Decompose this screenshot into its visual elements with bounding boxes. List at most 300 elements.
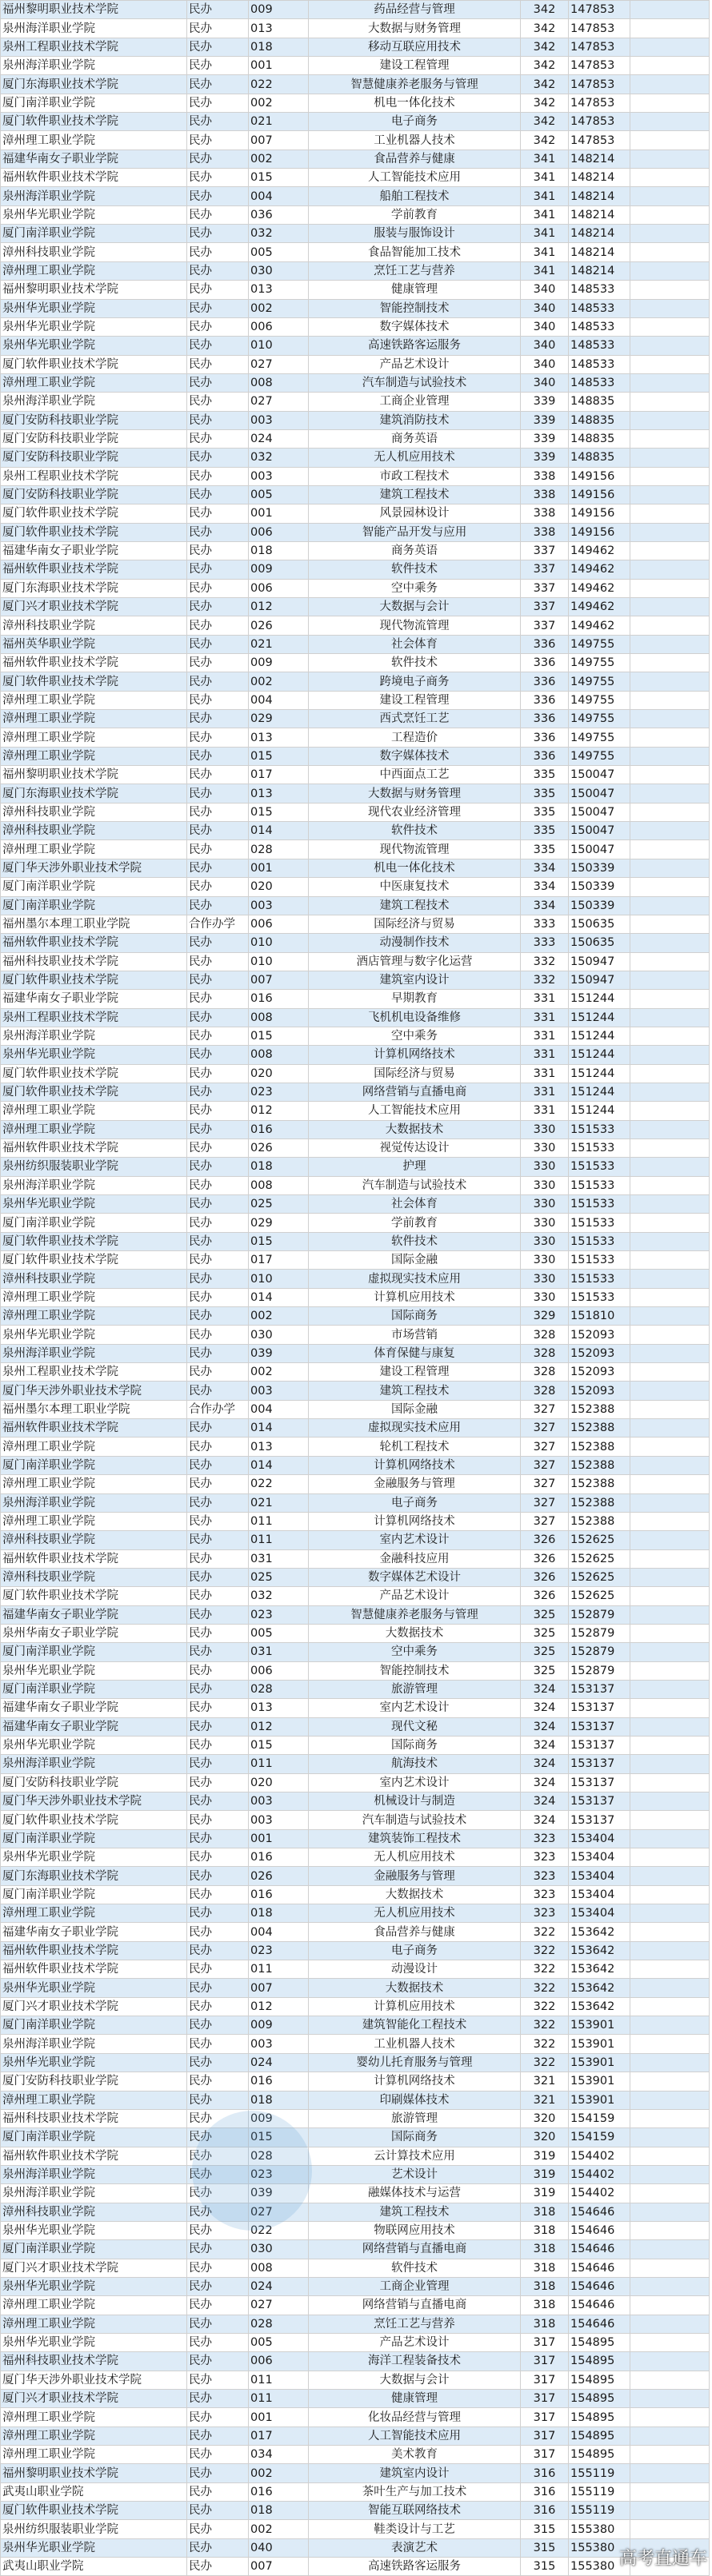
major-code-cell: 025 bbox=[249, 1568, 309, 1586]
school-name-cell: 泉州华南女子职业学院 bbox=[1, 1624, 187, 1642]
rank-cell: 153137 bbox=[569, 1755, 630, 1773]
major-name-cell: 电子商务 bbox=[309, 1493, 521, 1512]
major-code-cell: 011 bbox=[249, 1531, 309, 1549]
school-type-cell: 民办 bbox=[187, 560, 249, 579]
major-name-cell: 高速铁路客运服务 bbox=[309, 2558, 521, 2576]
school-type-cell: 民办 bbox=[187, 1027, 249, 1045]
major-name-cell: 电子商务 bbox=[309, 113, 521, 131]
score-cell: 323 bbox=[521, 1848, 569, 1867]
school-name-cell: 厦门南洋职业学院 bbox=[1, 1829, 187, 1848]
rank-cell: 150947 bbox=[569, 952, 630, 971]
rank-cell: 152388 bbox=[569, 1456, 630, 1474]
school-type-cell: 民办 bbox=[187, 2259, 249, 2277]
major-name-cell: 室内艺术设计 bbox=[309, 1531, 521, 1549]
school-name-cell: 厦门南洋职业学院 bbox=[1, 2128, 187, 2147]
table-row bbox=[1, 1307, 710, 1326]
school-name-cell: 泉州海洋职业学院 bbox=[1, 19, 187, 38]
rank-cell: 151533 bbox=[569, 1270, 630, 1288]
score-cell: 335 bbox=[521, 766, 569, 784]
rank-cell: 153642 bbox=[569, 1960, 630, 1979]
school-name-cell: 厦门软件职业技术学院 bbox=[1, 355, 187, 373]
empty-cell bbox=[630, 281, 710, 299]
empty-cell bbox=[630, 2072, 710, 2091]
school-type-cell: 民办 bbox=[187, 2520, 249, 2538]
rank-cell: 150047 bbox=[569, 766, 630, 784]
rank-cell: 149462 bbox=[569, 560, 630, 579]
major-name-cell: 建筑工程技术 bbox=[309, 1382, 521, 1400]
score-cell: 328 bbox=[521, 1326, 569, 1344]
score-cell: 340 bbox=[521, 281, 569, 299]
empty-cell bbox=[630, 1288, 710, 1306]
school-type-cell: 民办 bbox=[187, 1326, 249, 1344]
school-type-cell: 民办 bbox=[187, 784, 249, 803]
table-row bbox=[1, 1848, 710, 1867]
school-type-cell: 民办 bbox=[187, 2221, 249, 2239]
major-code-cell: 001 bbox=[249, 57, 309, 75]
major-name-cell: 市政工程技术 bbox=[309, 467, 521, 485]
major-code-cell: 004 bbox=[249, 1400, 309, 1418]
rank-cell: 154895 bbox=[569, 2446, 630, 2464]
major-name-cell: 国际商务 bbox=[309, 2128, 521, 2147]
school-name-cell: 厦门南洋职业学院 bbox=[1, 2016, 187, 2035]
major-name-cell: 汽车制造与试验技术 bbox=[309, 373, 521, 392]
score-cell: 330 bbox=[521, 1214, 569, 1232]
empty-cell bbox=[630, 840, 710, 859]
school-name-cell: 厦门软件职业技术学院 bbox=[1, 1064, 187, 1083]
score-cell: 326 bbox=[521, 1568, 569, 1586]
rank-cell: 151533 bbox=[569, 1251, 630, 1270]
major-name-cell: 飞机机电设备维修 bbox=[309, 1008, 521, 1027]
empty-cell bbox=[630, 393, 710, 411]
major-code-cell: 024 bbox=[249, 2053, 309, 2072]
school-type-cell: 民办 bbox=[187, 467, 249, 485]
school-type-cell: 民办 bbox=[187, 2538, 249, 2557]
empty-cell bbox=[630, 225, 710, 243]
school-type-cell: 民办 bbox=[187, 728, 249, 747]
table-row bbox=[1, 2482, 710, 2501]
rank-cell: 147853 bbox=[569, 94, 630, 112]
school-name-cell: 福州软件职业技术学院 bbox=[1, 169, 187, 187]
major-code-cell: 009 bbox=[249, 560, 309, 579]
score-cell: 323 bbox=[521, 1867, 569, 1885]
major-name-cell: 网络营销与直播电商 bbox=[309, 2296, 521, 2315]
score-cell: 318 bbox=[521, 2277, 569, 2295]
empty-cell bbox=[630, 635, 710, 653]
table-row bbox=[1, 990, 710, 1008]
school-name-cell: 漳州理工职业学院 bbox=[1, 1288, 187, 1306]
major-code-cell: 023 bbox=[249, 1605, 309, 1624]
school-name-cell: 厦门南洋职业学院 bbox=[1, 878, 187, 896]
empty-cell bbox=[630, 1941, 710, 1960]
major-code-cell: 039 bbox=[249, 2184, 309, 2203]
school-type-cell: 民办 bbox=[187, 281, 249, 299]
table-row bbox=[1, 2053, 710, 2072]
empty-cell bbox=[630, 2240, 710, 2259]
rank-cell: 148533 bbox=[569, 355, 630, 373]
rank-cell: 154646 bbox=[569, 2203, 630, 2221]
school-name-cell: 福州软件职业技术学院 bbox=[1, 654, 187, 672]
major-name-cell: 茶叶生产与加工技术 bbox=[309, 2482, 521, 2501]
school-type-cell: 民办 bbox=[187, 2203, 249, 2221]
score-cell: 342 bbox=[521, 1, 569, 19]
table-row bbox=[1, 94, 710, 112]
school-type-cell: 民办 bbox=[187, 2390, 249, 2408]
rank-cell: 149462 bbox=[569, 598, 630, 616]
table-row bbox=[1, 485, 710, 504]
major-code-cell: 005 bbox=[249, 2333, 309, 2351]
score-cell: 339 bbox=[521, 449, 569, 467]
rank-cell: 150635 bbox=[569, 934, 630, 952]
score-cell: 340 bbox=[521, 355, 569, 373]
empty-cell bbox=[630, 598, 710, 616]
score-cell: 335 bbox=[521, 840, 569, 859]
rank-cell: 148214 bbox=[569, 205, 630, 224]
empty-cell bbox=[630, 915, 710, 933]
rank-cell: 149156 bbox=[569, 504, 630, 523]
table-row bbox=[1, 803, 710, 821]
major-code-cell: 021 bbox=[249, 635, 309, 653]
major-code-cell: 002 bbox=[249, 2464, 309, 2482]
major-name-cell: 数字媒体艺术设计 bbox=[309, 1568, 521, 1586]
school-name-cell: 福州软件职业技术学院 bbox=[1, 1419, 187, 1438]
major-code-cell: 007 bbox=[249, 1979, 309, 1997]
school-type-cell: 民办 bbox=[187, 411, 249, 429]
major-code-cell: 011 bbox=[249, 2390, 309, 2408]
school-name-cell: 福州黎明职业技术学院 bbox=[1, 1, 187, 19]
school-type-cell: 民办 bbox=[187, 654, 249, 672]
table-row bbox=[1, 373, 710, 392]
rank-cell: 149755 bbox=[569, 747, 630, 765]
table-row bbox=[1, 1288, 710, 1306]
score-cell: 335 bbox=[521, 803, 569, 821]
score-cell: 327 bbox=[521, 1438, 569, 1456]
major-name-cell: 风景园林设计 bbox=[309, 504, 521, 523]
school-name-cell: 厦门软件职业技术学院 bbox=[1, 113, 187, 131]
school-name-cell: 泉州华光职业学院 bbox=[1, 2277, 187, 2295]
score-cell: 341 bbox=[521, 169, 569, 187]
empty-cell bbox=[630, 784, 710, 803]
table-row bbox=[1, 523, 710, 541]
empty-cell bbox=[630, 1363, 710, 1382]
empty-cell bbox=[630, 1736, 710, 1754]
score-cell: 322 bbox=[521, 1941, 569, 1960]
major-code-cell: 002 bbox=[249, 94, 309, 112]
major-code-cell: 002 bbox=[249, 1363, 309, 1382]
score-cell: 325 bbox=[521, 1643, 569, 1661]
empty-cell bbox=[630, 1680, 710, 1698]
table-row bbox=[1, 2315, 710, 2333]
empty-cell bbox=[630, 1867, 710, 1885]
school-type-cell: 民办 bbox=[187, 579, 249, 597]
school-type-cell: 民办 bbox=[187, 2240, 249, 2259]
empty-cell bbox=[630, 1251, 710, 1270]
major-name-cell: 金融科技应用 bbox=[309, 1549, 521, 1568]
major-name-cell: 工商企业管理 bbox=[309, 393, 521, 411]
school-type-cell: 民办 bbox=[187, 1624, 249, 1642]
empty-cell bbox=[630, 2333, 710, 2351]
empty-cell bbox=[630, 1811, 710, 1829]
major-name-cell: 印刷媒体技术 bbox=[309, 2091, 521, 2109]
school-name-cell: 厦门南洋职业学院 bbox=[1, 1456, 187, 1474]
rank-cell: 152879 bbox=[569, 1624, 630, 1642]
school-name-cell: 厦门软件职业技术学院 bbox=[1, 504, 187, 523]
school-name-cell: 福建华南女子职业学院 bbox=[1, 1923, 187, 1941]
school-name-cell: 漳州理工职业学院 bbox=[1, 2426, 187, 2445]
school-name-cell: 厦门安防科技职业学院 bbox=[1, 429, 187, 448]
major-code-cell: 001 bbox=[249, 504, 309, 523]
school-type-cell: 民办 bbox=[187, 1270, 249, 1288]
table-row bbox=[1, 337, 710, 355]
empty-cell bbox=[630, 1326, 710, 1344]
table-row bbox=[1, 2184, 710, 2203]
school-type-cell: 民办 bbox=[187, 393, 249, 411]
major-code-cell: 010 bbox=[249, 952, 309, 971]
school-name-cell: 漳州科技职业学院 bbox=[1, 822, 187, 840]
score-cell: 317 bbox=[521, 2408, 569, 2426]
major-code-cell: 015 bbox=[249, 2128, 309, 2147]
empty-cell bbox=[630, 150, 710, 168]
score-cell: 317 bbox=[521, 2371, 569, 2389]
school-name-cell: 福州软件职业技术学院 bbox=[1, 2147, 187, 2165]
rank-cell: 154402 bbox=[569, 2147, 630, 2165]
major-name-cell: 人工智能技术应用 bbox=[309, 169, 521, 187]
major-code-cell: 005 bbox=[249, 1624, 309, 1642]
major-name-cell: 无人机应用技术 bbox=[309, 1904, 521, 1923]
score-cell: 334 bbox=[521, 859, 569, 877]
school-name-cell: 泉州华光职业学院 bbox=[1, 2221, 187, 2239]
empty-cell bbox=[630, 1046, 710, 1064]
score-cell: 337 bbox=[521, 579, 569, 597]
score-cell: 340 bbox=[521, 373, 569, 392]
rank-cell: 148533 bbox=[569, 373, 630, 392]
major-name-cell: 建筑室内设计 bbox=[309, 2464, 521, 2482]
table-row bbox=[1, 1512, 710, 1530]
school-type-cell: 民办 bbox=[187, 2147, 249, 2165]
major-code-cell: 020 bbox=[249, 1064, 309, 1083]
school-type-cell: 民办 bbox=[187, 878, 249, 896]
school-name-cell: 福建华南女子职业学院 bbox=[1, 150, 187, 168]
major-code-cell: 028 bbox=[249, 1680, 309, 1698]
rank-cell: 153137 bbox=[569, 1680, 630, 1698]
table-row bbox=[1, 1083, 710, 1101]
table-row bbox=[1, 616, 710, 635]
empty-cell bbox=[630, 1158, 710, 1176]
major-code-cell: 006 bbox=[249, 523, 309, 541]
empty-cell bbox=[630, 1102, 710, 1120]
empty-cell bbox=[630, 1419, 710, 1438]
major-name-cell: 现代文秘 bbox=[309, 1717, 521, 1736]
rank-cell: 149755 bbox=[569, 691, 630, 709]
table-row bbox=[1, 1624, 710, 1642]
table-row bbox=[1, 1419, 710, 1438]
school-type-cell: 民办 bbox=[187, 1512, 249, 1530]
rank-cell: 149755 bbox=[569, 710, 630, 728]
major-code-cell: 013 bbox=[249, 1699, 309, 1717]
rank-cell: 148533 bbox=[569, 337, 630, 355]
school-name-cell: 福州软件职业技术学院 bbox=[1, 934, 187, 952]
major-code-cell: 029 bbox=[249, 710, 309, 728]
empty-cell bbox=[630, 1717, 710, 1736]
rank-cell: 149755 bbox=[569, 654, 630, 672]
empty-cell bbox=[630, 2408, 710, 2426]
major-name-cell: 体育保健与康复 bbox=[309, 1344, 521, 1362]
table-row bbox=[1, 859, 710, 877]
table-row bbox=[1, 2221, 710, 2239]
school-type-cell: 民办 bbox=[187, 2426, 249, 2445]
school-type-cell: 民办 bbox=[187, 205, 249, 224]
major-name-cell: 船舶工程技术 bbox=[309, 187, 521, 205]
major-name-cell: 健康管理 bbox=[309, 281, 521, 299]
table-row bbox=[1, 971, 710, 989]
score-cell: 336 bbox=[521, 654, 569, 672]
school-type-cell: 民办 bbox=[187, 1941, 249, 1960]
school-name-cell: 泉州纺织服装职业学院 bbox=[1, 1158, 187, 1176]
major-code-cell: 013 bbox=[249, 1438, 309, 1456]
score-cell: 335 bbox=[521, 784, 569, 803]
score-cell: 324 bbox=[521, 1773, 569, 1792]
school-type-cell: 民办 bbox=[187, 1382, 249, 1400]
table-row bbox=[1, 878, 710, 896]
major-name-cell: 社会体育 bbox=[309, 1195, 521, 1214]
empty-cell bbox=[630, 317, 710, 336]
school-type-cell: 民办 bbox=[187, 429, 249, 448]
major-code-cell: 023 bbox=[249, 1083, 309, 1101]
school-name-cell: 厦门南洋职业学院 bbox=[1, 1680, 187, 1698]
rank-cell: 151533 bbox=[569, 1120, 630, 1138]
rank-cell: 152625 bbox=[569, 1587, 630, 1605]
score-cell: 318 bbox=[521, 2221, 569, 2239]
empty-cell bbox=[630, 19, 710, 38]
empty-cell bbox=[630, 1605, 710, 1624]
major-name-cell: 护理 bbox=[309, 1158, 521, 1176]
major-name-cell: 建筑工程技术 bbox=[309, 485, 521, 504]
school-name-cell: 泉州华光职业学院 bbox=[1, 317, 187, 336]
empty-cell bbox=[630, 429, 710, 448]
rank-cell: 154895 bbox=[569, 2352, 630, 2371]
major-code-cell: 018 bbox=[249, 2502, 309, 2520]
score-cell: 332 bbox=[521, 971, 569, 989]
table-row bbox=[1, 1587, 710, 1605]
school-name-cell: 厦门兴才职业技术学院 bbox=[1, 2390, 187, 2408]
empty-cell bbox=[630, 616, 710, 635]
empty-cell bbox=[630, 411, 710, 429]
rank-cell: 147853 bbox=[569, 113, 630, 131]
rank-cell: 148214 bbox=[569, 243, 630, 261]
school-name-cell: 厦门兴才职业技术学院 bbox=[1, 1997, 187, 2016]
school-type-cell: 民办 bbox=[187, 337, 249, 355]
table-row bbox=[1, 1008, 710, 1027]
rank-cell: 152388 bbox=[569, 1475, 630, 1493]
school-type-cell: 民办 bbox=[187, 2277, 249, 2295]
major-name-cell: 旅游管理 bbox=[309, 1680, 521, 1698]
empty-cell bbox=[630, 113, 710, 131]
score-cell: 341 bbox=[521, 205, 569, 224]
rank-cell: 154402 bbox=[569, 2184, 630, 2203]
school-type-cell: 民办 bbox=[187, 1960, 249, 1979]
major-code-cell: 028 bbox=[249, 2315, 309, 2333]
rank-cell: 154402 bbox=[569, 2165, 630, 2183]
rank-cell: 153137 bbox=[569, 1792, 630, 1811]
rank-cell: 147853 bbox=[569, 131, 630, 150]
major-code-cell: 008 bbox=[249, 2259, 309, 2277]
table-row bbox=[1, 57, 710, 75]
school-name-cell: 泉州华光职业学院 bbox=[1, 1326, 187, 1344]
rank-cell: 151244 bbox=[569, 1064, 630, 1083]
empty-cell bbox=[630, 1008, 710, 1027]
school-type-cell: 民办 bbox=[187, 971, 249, 989]
major-code-cell: 014 bbox=[249, 1456, 309, 1474]
school-type-cell: 民办 bbox=[187, 1138, 249, 1157]
school-name-cell: 福州墨尔本理工职业学院 bbox=[1, 915, 187, 933]
empty-cell bbox=[630, 1643, 710, 1661]
school-type-cell: 民办 bbox=[187, 2109, 249, 2127]
rank-cell: 151244 bbox=[569, 990, 630, 1008]
empty-cell bbox=[630, 485, 710, 504]
score-cell: 330 bbox=[521, 1138, 569, 1157]
school-name-cell: 厦门软件职业技术学院 bbox=[1, 2502, 187, 2520]
score-cell: 334 bbox=[521, 896, 569, 915]
major-name-cell: 现代农业经济管理 bbox=[309, 803, 521, 821]
table-row bbox=[1, 1, 710, 19]
major-code-cell: 004 bbox=[249, 1923, 309, 1941]
rank-cell: 153137 bbox=[569, 1699, 630, 1717]
school-type-cell: 民办 bbox=[187, 38, 249, 56]
table-row bbox=[1, 2072, 710, 2091]
school-type-cell: 合作办学 bbox=[187, 1400, 249, 1418]
table-row bbox=[1, 2558, 710, 2576]
empty-cell bbox=[630, 1512, 710, 1530]
rank-cell: 148214 bbox=[569, 169, 630, 187]
table-row bbox=[1, 1027, 710, 1045]
empty-cell bbox=[630, 2091, 710, 2109]
table-body bbox=[1, 1, 710, 2576]
rank-cell: 153901 bbox=[569, 2072, 630, 2091]
school-name-cell: 福州软件职业技术学院 bbox=[1, 1138, 187, 1157]
empty-cell bbox=[630, 1382, 710, 1400]
table-row bbox=[1, 225, 710, 243]
major-name-cell: 动漫设计 bbox=[309, 1960, 521, 1979]
score-cell: 323 bbox=[521, 1829, 569, 1848]
major-name-cell: 数字媒体技术 bbox=[309, 747, 521, 765]
major-name-cell: 机电一体化技术 bbox=[309, 94, 521, 112]
school-type-cell: 民办 bbox=[187, 1661, 249, 1680]
table-row bbox=[1, 1493, 710, 1512]
table-row bbox=[1, 131, 710, 150]
major-name-cell: 室内艺术设计 bbox=[309, 1773, 521, 1792]
major-code-cell: 015 bbox=[249, 1027, 309, 1045]
major-code-cell: 027 bbox=[249, 355, 309, 373]
score-cell: 326 bbox=[521, 1531, 569, 1549]
score-cell: 325 bbox=[521, 1605, 569, 1624]
major-code-cell: 015 bbox=[249, 803, 309, 821]
score-cell: 331 bbox=[521, 1046, 569, 1064]
table-row bbox=[1, 2147, 710, 2165]
major-name-cell: 计算机应用技术 bbox=[309, 1997, 521, 2016]
score-cell: 318 bbox=[521, 2203, 569, 2221]
table-row bbox=[1, 1829, 710, 1848]
empty-cell bbox=[630, 2390, 710, 2408]
major-code-cell: 031 bbox=[249, 1549, 309, 1568]
school-type-cell: 民办 bbox=[187, 19, 249, 38]
rank-cell: 153901 bbox=[569, 2091, 630, 2109]
score-cell: 337 bbox=[521, 560, 569, 579]
table-row bbox=[1, 1867, 710, 1885]
score-cell: 331 bbox=[521, 1027, 569, 1045]
rank-cell: 151533 bbox=[569, 1195, 630, 1214]
table-row bbox=[1, 2296, 710, 2315]
major-name-cell: 烹饪工艺与营养 bbox=[309, 2315, 521, 2333]
table-row bbox=[1, 2203, 710, 2221]
